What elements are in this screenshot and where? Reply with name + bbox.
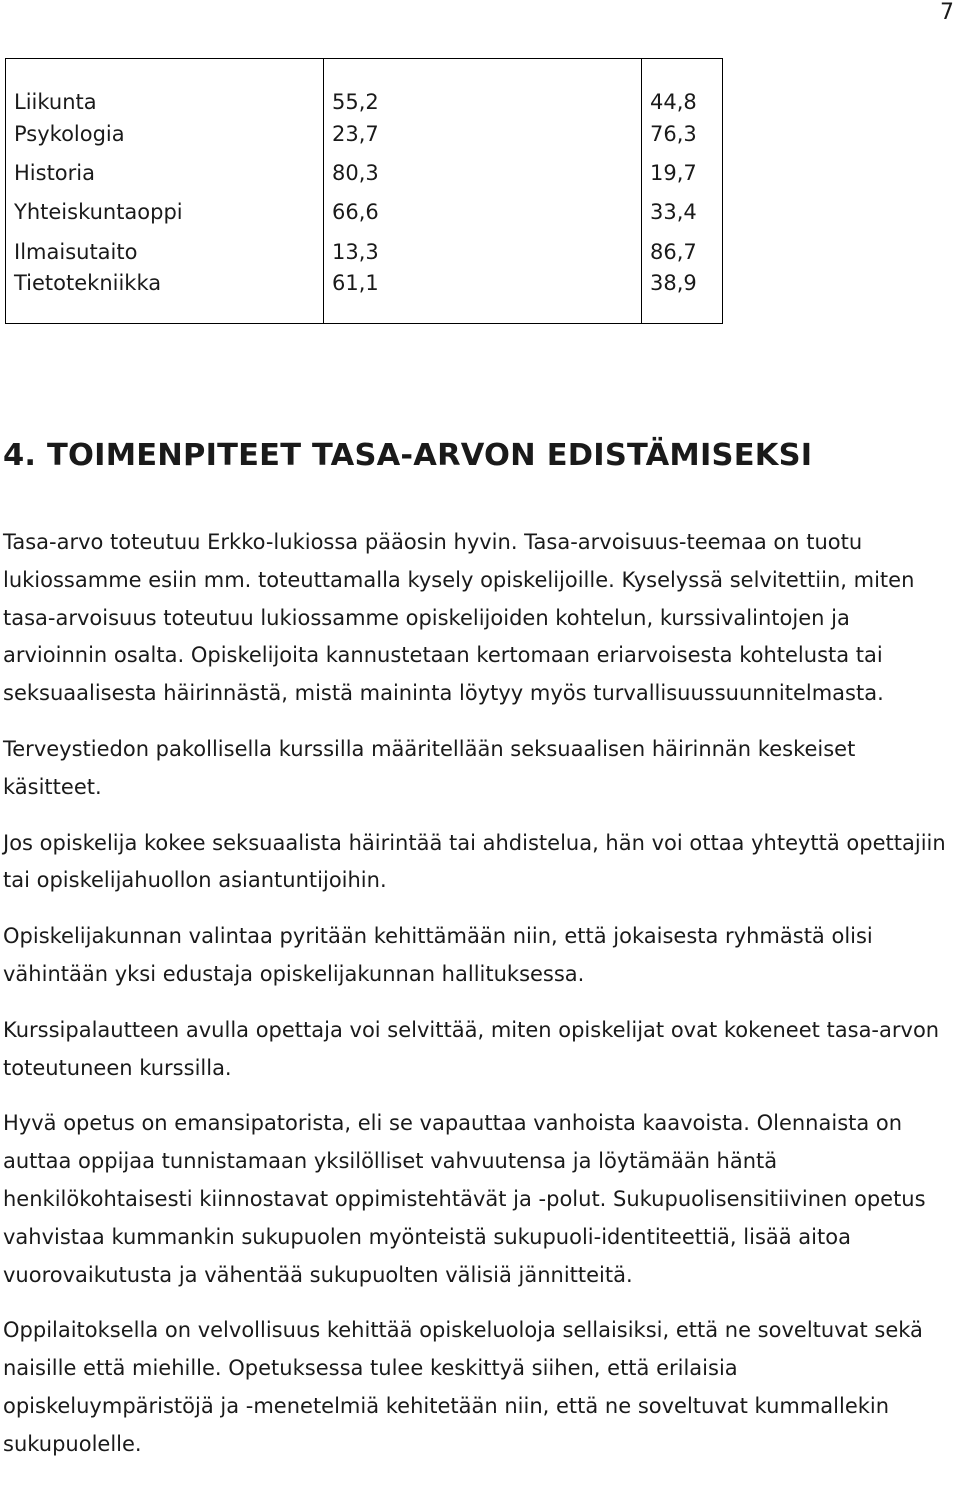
paragraph: Hyvä opetus on emansipatorista, eli se vapauttaa vanhoista kaavoista. Olennaista on auttaa oppijaa tunnistamaan yksilölliset vahvuutensa ja löytämään häntä henkilökohtaisesti kiinnostavat oppimistehtävät ja -polut. Sukupuolisensitiivinen opetus vahvistaa kummankin sukupuolen myönteistä sukupuoli-identiteettiä, lisää aitoa vuorovaikutusta ja vähentää sukupuolten välisiä jännitteitä. [3,1111,926,1287]
table-cell-subject: Ilmaisutaito [6,232,324,271]
table-cell-subject: Tietotekniikka [6,271,324,324]
paragraph: Opiskelijakunnan valintaa pyritään kehittämään niin, että jokaisesta ryhmästä olisi vähintään yksi edustaja opiskelijakunnan hallituksessa. [3,924,873,986]
table-cell-value-2: 38,9 [642,271,723,324]
page-number: 7 [940,0,954,25]
table-cell-value-2: 33,4 [642,193,723,232]
table-cell-value-2: 44,8 [642,59,723,115]
table-cell-value-1: 66,6 [324,193,642,232]
paragraph: Jos opiskelija kokee seksuaalista häirintää tai ahdistelua, hän voi ottaa yhteyttä opettajiin tai opiskelijahuollon asiantuntijoihin. [3,830,946,893]
paragraph: Kurssipalautteen avulla opettaja voi selvittää, miten opiskelijat ovat kokeneet tasa-arvon toteutuneen kurssilla. [3,1017,940,1080]
table-cell-subject: Liikunta [6,59,324,115]
table-row [6,153,723,192]
paragraph: Oppilaitoksella on velvollisuus kehittää opiskeluoloja sellaisiksi, että ne soveltuvat sekä naisille että miehille. Opetuksessa tulee keskittyä siihen, että erilaisia opiskeluympäristöjä ja -menetelmiä kehitetään niin, että ne soveltuvat kummallekin sukupuolelle. [3,1318,923,1456]
section-body [3,524,953,1482]
table-cell-value-2: 86,7 [642,232,723,271]
table-row [6,271,723,324]
table-row [6,114,723,153]
table-cell-value-1: 80,3 [324,153,642,192]
table-cell-subject: Historia [6,153,324,192]
table-cell-value-1: 61,1 [324,271,642,324]
table-cell-subject: Yhteiskuntaoppi [6,193,324,232]
section-heading: 4. TOIMENPITEET TASA-ARVON EDISTÄMISEKSI [3,438,813,473]
paragraph: Tasa-arvo toteutuu Erkko-lukiossa pääosin hyvin. Tasa-arvoisuus-teemaa on tuotu lukiossamme esiin mm. toteuttamalla kysely opiskelijoille. Kyselyssä selvitettiin, miten tasa-arvoisuus toteutuu lukiossamme opiskelijoiden kohtelun, kurssivalintojen ja arvioinnin osalta. Opiskelijoita kannustetaan kertomaan eriarvoisesta kohtelusta tai seksuaalisesta häirinnästä, mistä maininta löytyy myös turvallisuussuunnitelmasta. [3,530,915,706]
table-cell-value-1: 23,7 [324,114,642,153]
table-row [6,193,723,232]
table-row [6,59,723,115]
table-cell-value-2: 76,3 [642,114,723,153]
table-cell-value-2: 19,7 [642,153,723,192]
table-cell-value-1: 55,2 [324,59,642,115]
subject-statistics-table [5,58,723,324]
table-row [6,232,723,271]
table-cell-subject: Psykologia [6,114,324,153]
table-cell-value-1: 13,3 [324,232,642,271]
paragraph: Terveystiedon pakollisella kurssilla määritellään seksuaalisen häirinnän keskeiset käsitteet. [3,736,856,799]
